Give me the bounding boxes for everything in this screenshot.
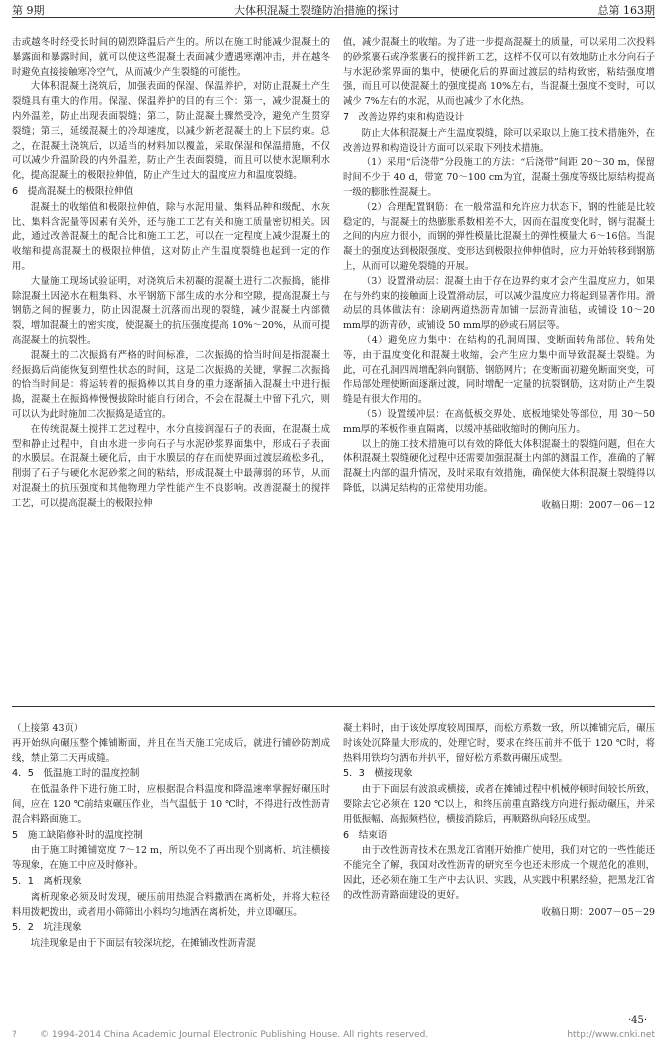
paragraph: 击或越冬时经受长时间的剧烈降温后产生的。所以在施工时能减少混凝土的暴露面和暴露时间，就可以使这些混凝土表面减少遭遇寒潮冲击，并在越冬时避免直接接触寒冷空气，从而减少产生裂缝的可能性。 (12, 37, 330, 78)
paragraph: 凝土料时，由于该处厚度较周围厚，而松方系数一致，所以摊铺完后，碾压时该处沉降量大形成的，处理它时，要求在终压前并不低于 120 ℃时，将热料用铁均匀洒布并扒平，留好松方系数再碾压成型。 (343, 723, 655, 764)
running-header (12, 2, 655, 16)
paragraph: 在传统混凝土搅拌工艺过程中，水分直接润湿石子的表面，在混凝土成型和静止过程中，自由水进一步向石子与水泥砂浆界面集中，形成石子表面的水膜层。在混凝土硬化后，由于水膜层的存在而使界面过渡层疏松多孔，削弱了石子与硬化水泥砂浆之间的粘结，形成混凝土中最薄弱的环节，从而对混凝土的抗压强度和其他物理力学性能产生不良影响。改善混凝土的搅拌工艺，可以提高混凝土的极限拉伸 (12, 423, 330, 509)
paragraph: 大量施工现场试验证明，对浇筑后未初凝的混凝土进行二次振捣，能排除混凝土因泌水在粗集料、水平钢筋下部生成的水分和空隙，提高混凝土与钢筋之间的握裹力，防止因混凝土沉落而出现的裂缝，减少混凝土内部微裂，增加混凝土的密实度，使混凝土的抗压强度提高 10%～20%，从而可提高混凝土的抗裂性。 (12, 275, 330, 346)
section-heading: 6 提高混凝土的极限拉伸值 (12, 185, 134, 197)
paragraph: 值，减少混凝土的收缩。为了进一步提高混凝土的质量，可以采用二次投料的砂浆裹石或净浆裹石的搅拌新工艺，这样不仅可以有效地防止水分向石子与水泥砂浆界面的集中，使硬化后的界面过渡层的结构致密，粘结强度增强，而且可以使混凝土的强度提高 10%左右，当混凝土强度不变时，可以减少 7%左右的水泥，从而也减少了水化热。 (343, 37, 655, 108)
header-rule (12, 17, 655, 18)
section-heading: 7 改善边界约束和构造设计 (343, 111, 465, 123)
paragraph: 由于施工时摊铺宽度 7～12 m，所以免不了再出现个别离析、坑洼横接等现象，在施工中应及时修补。 (12, 845, 330, 872)
received-date: 收稿日期：2007－05－29 (541, 906, 655, 918)
section-heading: 5．1 离析现象 (12, 875, 82, 887)
paragraph: 以上的施工技术措施可以有效的降低大体积混凝土的裂缝问题，但在大体积混凝土裂缝硬化过程中还需要加强混凝土内部的测温工作，准确的了解混凝土内部的温升情况，及时采取有效措施，确保使大体积混凝土裂缝得以降低，以满足结构的正常使用功能。 (343, 438, 655, 494)
lower-left-column (12, 722, 330, 952)
section-heading: 4．5 低温施工时的温度控制 (12, 768, 140, 780)
paragraph: （2）合理配置钢筋：在一般常温和允许应力状态下，钢的性能是比较稳定的，与混凝土的热膨胀系数相差不大，因而在温度变化时，钢与混凝土之间的内应力很小，而钢的弹性模量比混凝土的弹性模量大 6～16倍。当混凝土的强度达到极限强度、变形达到极限拉伸伸值时，应力开始转移到钢筋上，从而可以避免裂缝的开展。 (343, 201, 655, 272)
lower-right-column (343, 722, 655, 920)
paragraph: 坑洼现象是由于下面层有较深坑挖，在摊铺改性沥青混 (30, 938, 256, 950)
section-heading: 5 施工缺陷修补时的温度控制 (12, 829, 143, 841)
section-heading: 6 结束语 (343, 829, 388, 841)
paragraph: 再开始纵向碾压整个摊铺断面，并且在当天施工完成后，就进行铺砂防割成线，禁止第二天再成缝。 (12, 737, 330, 764)
received-date: 收稿日期：2007－06－12 (541, 499, 655, 511)
publisher-logo: ? (12, 1030, 17, 1040)
paragraph: 混凝土的收缩值和极限拉伸值，除与水泥用量、集料品种和级配、水灰比、集料含泥量等因素有关外，还与施工工艺有关和施工质量密切相关。因此，通过改善混凝土的配合比和施工工艺，可以在一定程度上减少混凝土的收缩和提高混凝土的极限拉伸值，这对防止产生温度裂缝也起到一定的作用。 (12, 201, 330, 272)
footer (12, 1030, 655, 1044)
total-issue-number: 总第 163期 (597, 4, 655, 17)
paragraph: （3）设置滑动层：混凝土由于存在边界约束才会产生温度应力，如果在与外约束的接触面上设置滑动层，可以减少温度应力将起到显著作用。滑动层的具体做法有：涂刷两道热沥青加铺一层沥青油毡，或铺设 10～20 mm厚的沥青砂，或铺设 50 mm厚的砂或石屑层等。 (343, 275, 655, 332)
section-heading: 5．3 横接现象 (343, 768, 413, 780)
paragraph: 防止大体积混凝土产生温度裂缝，除可以采取以上施工技术措施外，在改善边界和构造设计方面可以采取下列技术措施。 (343, 127, 655, 154)
section-heading: 5．2 坑洼现象 (12, 922, 82, 934)
paragraph: 离析现象必须及时发现，硬压前用热混合料撒洒在离析处，并将大粒径料用拨耙拨出，或者用小筛筛出小料均匀地洒在离析处，并立即碾压。 (12, 891, 330, 918)
paragraph: 由于改性沥青技术在黑龙江省刚开始推广使用，我们对它的一些性能还不能完全了解，我国对改性沥青的研究至今也还未形成一个规范化的准则，因此，还必须在施工生产中去认识、实践，从实践中积累经验，把黑龙江省的改性沥青路面建设的更好。 (343, 845, 655, 901)
paragraph: 大体积混凝土浇筑后，加强表面的保湿、保温养护，对防止混凝土产生裂缝具有重大的作用。保湿、保温养护的目的有三个：第一，减少混凝土的内外温差，防止出现表面裂缝；第二，防止混凝土骤然受冷，避免产生贯穿裂缝；第三，延缓混凝土的冷却速度，以减少新老混凝土的上下层约束。总之，在混凝土浇筑后，以适当的材料加以覆盖，采取保湿和保温措施，不仅可以减少升温阶段的内外温差，防止产生表面裂缝，而且可以使水泥顺利水化，提高混凝土的极限拉伸值，防止产生过大的温度应力和温度裂缝。 (12, 81, 330, 182)
upper-right-column (343, 36, 655, 514)
paragraph: 混凝土的二次振捣有严格的时间标准，二次振捣的恰当时间是指混凝土经振捣后尚能恢复到塑性状态的时间，这是二次振捣的关键，掌握二次振捣的恰当时间是：将运转着的振捣棒以其自身的重力逐渐插入混凝土中进行振捣，混凝土在振捣棒慢慢拔除时能自行闭合，不会在混凝土中留下孔穴，则可以认为此时施加二次振捣是适宜的。 (12, 349, 330, 420)
issue-number: 第 9期 (12, 4, 45, 17)
paragraph: （上接第 43页） (12, 723, 84, 734)
paragraph: 在低温条件下进行施工时，应根据混合料温度和降温速率掌握好碾压时间，应在 120 ℃前结束碾压作业，当气温低于 10 ℃时，不得进行改性沥青混合料路面施工。 (12, 784, 330, 825)
footer-url[interactable]: http://www.cnki.net (567, 1030, 655, 1040)
upper-left-column (12, 36, 330, 512)
section-divider (12, 706, 655, 707)
paragraph: 由于下面层有波浪或横接，或者在摊铺过程中机械停顿时间较长所致，要除去它必须在 120 ℃以上，和终压前重直路线方向进行振动碾压，并采用低振幅、高振频档位，横接消除后，再顺路纵向轻压成型。 (343, 784, 655, 825)
paragraph: （5）设置缓冲层：在高低板交界处、底板地梁处等部位，用 30～50 mm厚的苯板作垂直隔离，以缓冲基础收缩时的侧向压力。 (343, 408, 655, 435)
page-number: ·45· (628, 1015, 648, 1026)
paragraph: （4）避免应力集中：在结构的孔洞周围、变断面转角部位、转角处等，由于温度变化和混凝土收缩，会产生应力集中而导致混凝土裂缝。为此，可在孔洞四周增配斜向钢筋、钢筋网片；在变断面初避免断面突变，可作局部处理使断面逐渐过渡，同时增配一定量的抗裂钢筋，这对防止产生裂缝是有很大作用的。 (343, 334, 655, 406)
copyright-notice: © 1994-2014 China Academic Journal Electronic Publishing House. All rights reserved. (40, 1030, 429, 1040)
paragraph: （1）采用“后浇带”分段施工的方法：“后浇带”间距 20～30 m，保留时间不少于 40 d，带宽 70～100 cm为宜，混凝土强度等级比原结构提高一级的膨胀性混凝土。 (343, 157, 655, 198)
running-title: 大体积混凝土裂缝防治措施的探讨 (234, 4, 399, 17)
